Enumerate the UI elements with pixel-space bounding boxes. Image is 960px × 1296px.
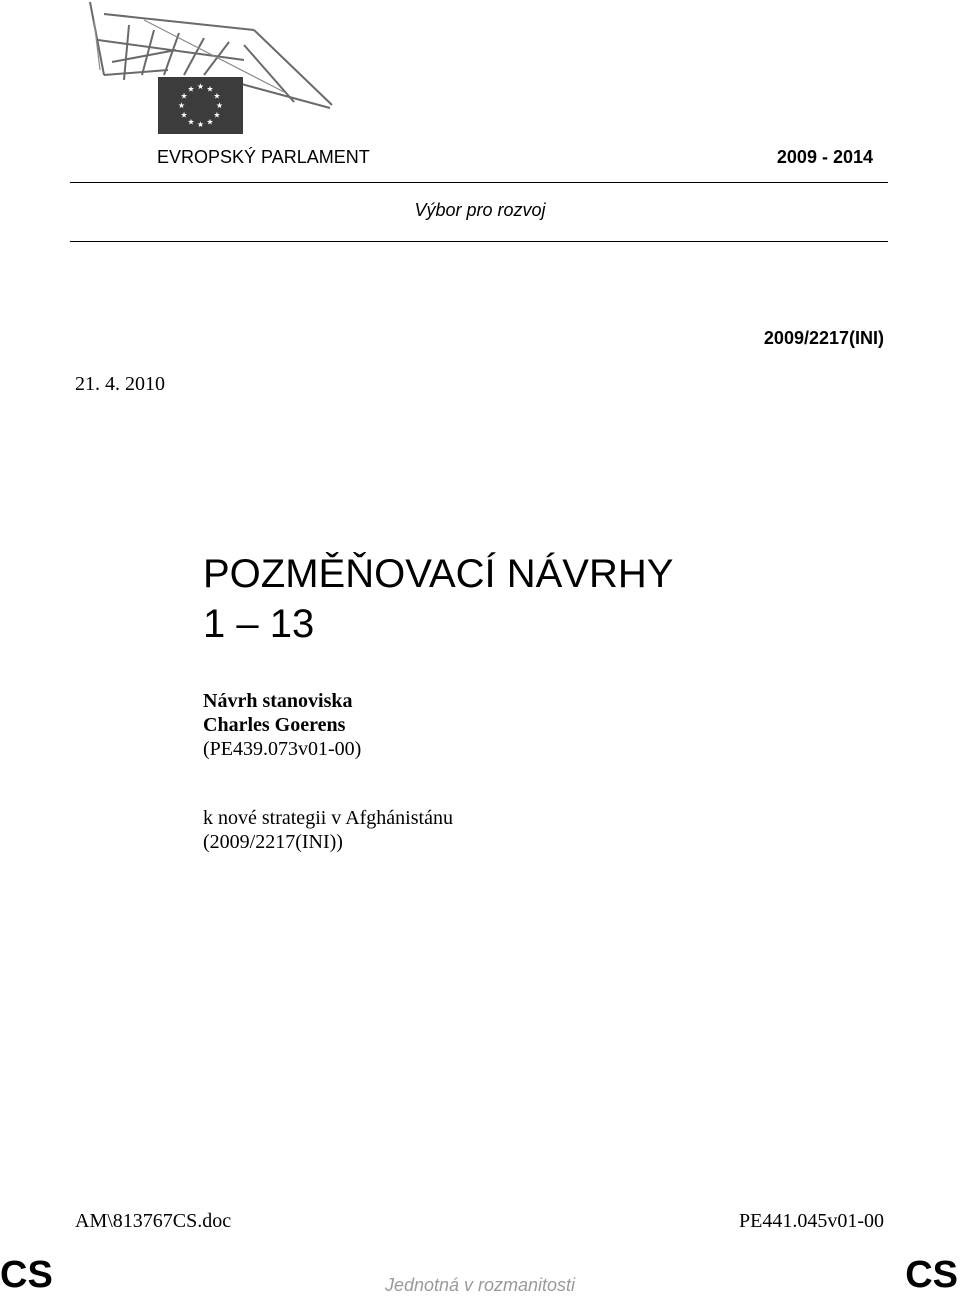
- pe-number: PE441.045v01-00: [739, 1210, 884, 1232]
- rapporteur-name: Charles Goerens: [203, 714, 346, 736]
- organization-name: EVROPSKÝ PARLAMENT: [157, 147, 370, 167]
- header-divider-bottom: [70, 241, 888, 242]
- committee-name: Výbor pro rozvoj: [414, 200, 546, 220]
- header-divider-top: [70, 182, 888, 183]
- amendment-range: 1 – 13: [203, 602, 315, 646]
- language-code-left: CS: [0, 1254, 53, 1296]
- subject-topic: k nové strategii v Afghánistánu: [203, 807, 453, 829]
- draft-reference: (PE439.073v01-00): [203, 738, 362, 760]
- document-date: 21. 4. 2010: [75, 373, 165, 395]
- file-name: AM\813767CS.doc: [75, 1210, 232, 1232]
- european-parliament-logo-icon: [84, 0, 334, 140]
- subject-reference: (2009/2217(INI)): [203, 831, 343, 853]
- parliamentary-term: 2009 - 2014: [776, 147, 873, 167]
- eu-motto: Jednotná v rozmanitosti: [384, 1275, 576, 1295]
- document-title: POZMĚŇOVACÍ NÁVRHY: [203, 552, 674, 596]
- procedure-reference: 2009/2217(INI): [763, 328, 884, 348]
- draft-opinion-label: Návrh stanoviska: [203, 690, 353, 712]
- language-code-right: CS: [905, 1254, 958, 1296]
